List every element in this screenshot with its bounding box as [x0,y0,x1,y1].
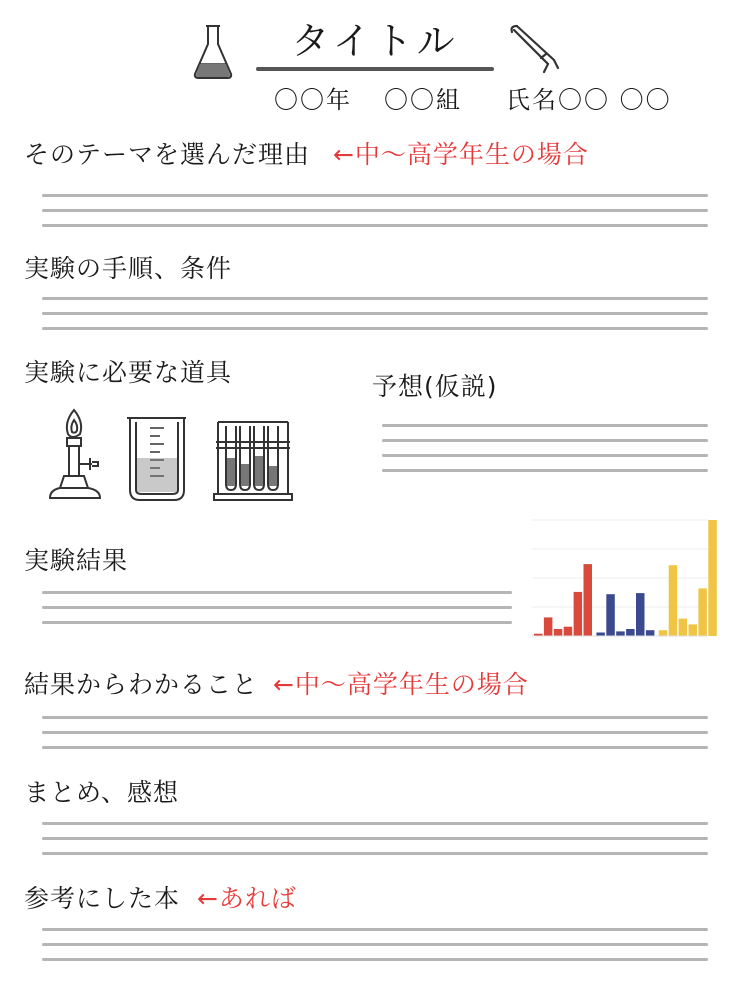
reason-heading-text: そのテーマを選んだ理由 [24,140,311,169]
meta-class: 〇〇組 [384,86,462,114]
meta-year: 〇〇年 [274,86,352,114]
summary-heading-text: まとめ、感想 [24,778,180,807]
meta-name: 氏名〇〇 〇〇 [506,86,672,114]
chart-bar-s2-0 [659,630,668,636]
reason-note: ←中～高学年生の場合 [332,140,589,169]
references-heading-text: 参考にした本 [24,884,181,913]
writing-lines-procedure[interactable] [42,297,708,342]
section-heading-references [24,882,297,916]
chart-bar-s1-0 [596,633,605,637]
chart-bar-s2-2 [679,619,688,636]
chart-bar-s0-3 [564,627,573,636]
test-tube-rack-icon [212,418,294,502]
section-heading-tools [24,356,232,390]
chart-bar-s1-1 [606,594,615,636]
results-bar-chart [532,514,708,640]
writing-lines-references[interactable] [42,928,708,973]
beaker-icon [124,414,190,504]
chart-bar-s2-3 [689,624,698,636]
chart-bar-s0-5 [584,564,593,636]
writing-lines-hypothesis[interactable] [382,424,708,484]
section-heading-hypothesis [372,370,498,404]
chart-bar-s2-5 [708,520,717,636]
results-heading-text: 実験結果 [24,546,129,575]
chart-bar-s1-3 [626,629,635,636]
chart-bar-s2-4 [698,588,707,636]
hypothesis-heading-text: 予想(仮説) [372,372,498,401]
chart-bar-s0-4 [574,592,583,636]
flask-icon [192,24,234,80]
references-note: ←あれば [196,884,297,913]
writing-lines-results[interactable] [42,591,512,636]
section-heading-summary [24,776,179,810]
procedure-heading-text: 実験の手順、条件 [24,254,233,283]
section-heading-procedure [24,252,232,286]
chart-bar-s1-2 [616,631,625,636]
chart-bar-s2-1 [669,565,678,636]
page-title: タイトル [291,19,459,63]
findings-note: ←中～高学年生の場合 [272,670,529,699]
writing-lines-reason[interactable] [42,194,708,239]
tools-heading-text: 実験に必要な道具 [24,358,233,387]
tongs-icon [508,24,564,76]
section-heading-reason [24,138,589,172]
chart-bar-s0-2 [554,629,563,636]
chart-bar-s1-5 [646,630,655,636]
findings-heading-text: 結果からわかること [24,670,259,699]
writing-lines-findings[interactable] [42,716,708,761]
section-heading-findings [24,668,529,702]
section-heading-results [24,544,128,578]
title-underline [256,67,494,71]
burner-icon [46,406,104,502]
chart-bar-s0-1 [544,617,553,636]
writing-lines-summary[interactable] [42,822,708,867]
chart-bar-s1-4 [636,593,645,636]
